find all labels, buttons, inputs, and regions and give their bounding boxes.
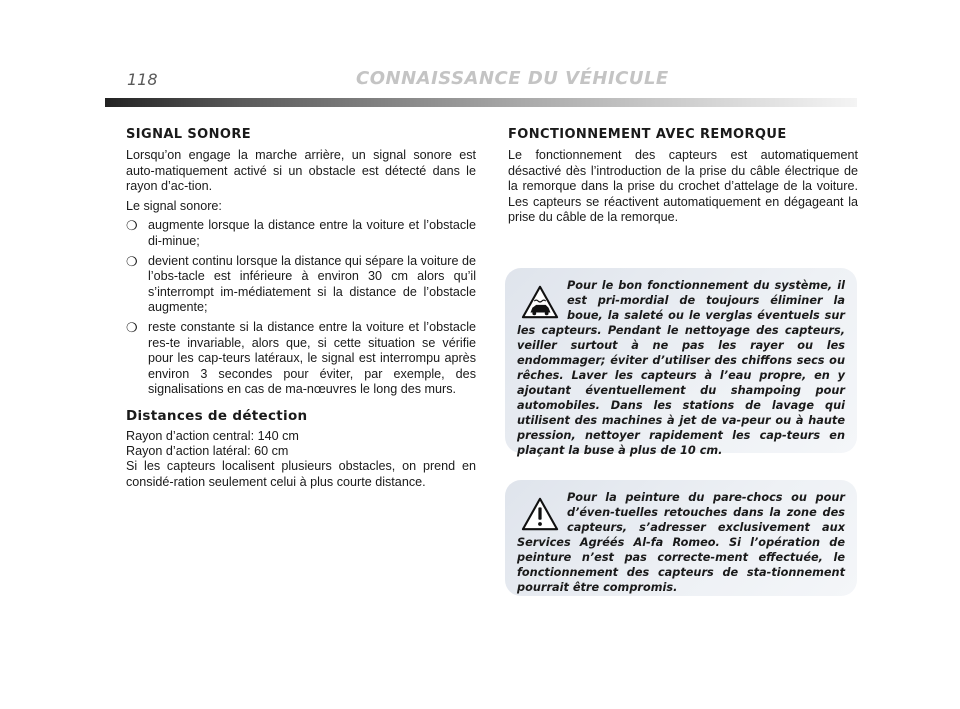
left-column — [126, 127, 476, 495]
list-item-text: devient continu lorsque la distance qui sépare la voiture de l’obs-tacle est inférieure à environ 30 cm alors qu’il s’interrompt im-médiatement si la distance de l’obstacle augmente; — [148, 253, 476, 315]
central-range-text: Rayon d’action central: 140 cm — [126, 428, 299, 443]
signal-lead-text: Le signal sonore: — [126, 198, 222, 213]
cleaning-note-text: Pour le bon fonctionnement du système, il est pri-mordial de toujours éliminer la boue, la saleté ou le verglas éventuels sur les capteurs. Pendant le nettoyage des capteurs, veiller surtout à ne pas les rayer ou les endommager; éviter d’utiliser des chiffons secs ou rêches. Laver les capteurs à l’eau propre, en y ajoutant éventuellement du shampoing pour automobiles. Dans les stations de lavage qui utilisent des machines à jet de va-peur ou à haute pression, nettoyer rapidement les cap-teurs en plaçant la buse à plus de 10 cm. — [517, 279, 845, 457]
list-item-text: reste constante si la distance entre la voiture et l’obstacle res-te invariable, alors que, si cette situation se vérifie pour les cap-teurs latéraux, le signal est interrompu après environ 3 secondes pour éviter, par exemple, des signalisations en cas de ma-nœuvres le long des murs. — [148, 319, 476, 397]
header-rule — [105, 98, 857, 107]
painting-note-box — [505, 480, 857, 596]
page-number: 118 — [127, 70, 158, 89]
right-column — [508, 127, 858, 230]
signal-bullet-list — [126, 218, 476, 398]
signal-sonore-heading: SIGNAL SONORE — [126, 127, 252, 142]
list-item — [126, 218, 476, 249]
signal-intro-paragraph: Lorsqu’on engage la marche arrière, un signal sonore est auto-matiquement activé si un obstacle est détecté dans le rayon d’ac-tion. — [126, 148, 476, 194]
warning-triangle-icon — [521, 496, 559, 532]
closest-obstacle-text: Si les capteurs localisent plusieurs obstacles, on prend en considé-ration seulement celui à plus courte distance. — [126, 459, 476, 489]
detection-distances-heading: Distances de détection — [126, 407, 308, 424]
bullet-circle-icon: ❍ — [126, 218, 138, 234]
list-item-text: augmente lorsque la distance entre la voiture et l’obstacle di-minue; — [148, 218, 476, 248]
bullet-circle-icon: ❍ — [126, 253, 138, 269]
car-wash-warning-icon — [521, 284, 559, 320]
cleaning-note-box — [505, 268, 857, 457]
lateral-range-text: Rayon d’action latéral: 60 cm — [126, 443, 289, 458]
list-item — [126, 254, 476, 316]
list-item — [126, 320, 476, 398]
detection-lines — [126, 429, 476, 491]
trailer-paragraph: Le fonctionnement des capteurs est automatiquement désactivé dès l’introduction de la prise du câble électrique de la remorque dans la prise du crochet d’attelage de la voiture. Les capteurs se réactivent automatiquement en dégageant la prise du câble de la remorque. — [508, 148, 858, 225]
bullet-circle-icon: ❍ — [126, 319, 138, 335]
trailer-heading: FONCTIONNEMENT AVEC REMORQUE — [508, 127, 787, 142]
painting-note-text: Pour la peinture du pare-chocs ou pour d’éven-tuelles retouches dans la zone des capteurs, s’adresser exclusivement aux Services Agréés Al-fa Romeo. Si l’opération de peinture n’est pas correcte-ment effectuée, le fonctionnement des capteurs de sta-tionnement pourrait être compromis. — [517, 491, 845, 594]
section-title: CONNAISSANCE DU VÉHICULE — [356, 68, 669, 89]
